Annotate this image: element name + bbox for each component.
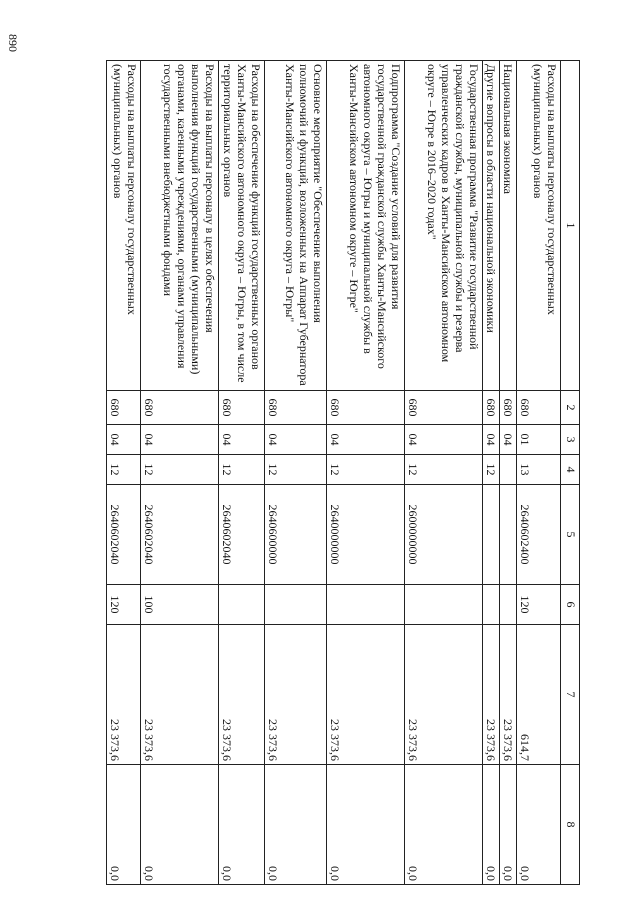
rotated-table-container [80,60,580,884]
row-code-3: 04 [500,425,517,455]
row-code-5: 2640602040 [107,485,141,585]
row-code-4: 12 [483,455,500,485]
row-name: Расходы на выплаты персоналу государственных (муниципальных) органов [517,61,561,391]
row-code-4 [500,455,517,485]
row-value-8: 0,0 [483,765,500,885]
table-row [141,61,219,885]
row-code-4: 12 [405,455,483,485]
row-value-7: 614,7 [517,625,561,765]
row-code-4: 13 [517,455,561,485]
row-value-8: 0,0 [219,765,265,885]
row-code-2: 680 [219,391,265,425]
row-code-4: 12 [219,455,265,485]
row-code-4: 12 [327,455,405,485]
row-code-6: 120 [107,585,141,625]
header-row [561,61,580,885]
row-code-6 [219,585,265,625]
table-row [517,61,561,885]
row-value-7: 23 373,6 [265,625,327,765]
budget-table [106,60,580,885]
table-row [265,61,327,885]
row-code-6 [483,585,500,625]
table-row [483,61,500,885]
header-cell: 7 [561,625,580,765]
row-code-2: 680 [405,391,483,425]
row-name: Национальная экономика [500,61,517,391]
row-code-5: 2640602040 [141,485,219,585]
row-name: Расходы на выплаты персоналу в целях обеспечения выполнения функций государственными (муниципальными) органами, казенными учреждениями, органами управления государственными внебюджетными фондами [141,61,219,391]
row-code-5: 2640000000 [327,485,405,585]
row-name: Основное мероприятие "Обеспечение выполнения полномочий и функций, возложенных на Аппарат Губернатора Ханты-Мансийского автономного округа – Югры" [265,61,327,391]
row-code-5: 2640602040 [219,485,265,585]
row-code-3: 01 [517,425,561,455]
row-name: Подпрограмма "Создание условий для развития государственной гражданской службы Ханты-Мансийского автономного округа – Югры и муниципальной службы в Ханты-Мансийском автономном округе – Югре" [327,61,405,391]
row-value-7: 23 373,6 [141,625,219,765]
row-value-8: 0,0 [327,765,405,885]
row-value-7: 23 373,6 [219,625,265,765]
header-cell: 4 [561,455,580,485]
row-code-5: 2640602400 [517,485,561,585]
row-code-2: 680 [107,391,141,425]
row-name: Государственная программа "Развитие государственной гражданской службы, муниципальной службы и резерва управленческих кадров в Ханты-Мансийском автономном округе – Югре в 2016–2020 годах" [405,61,483,391]
table-row [107,61,141,885]
row-code-6: 100 [141,585,219,625]
header-cell: 6 [561,585,580,625]
row-code-2: 680 [327,391,405,425]
row-code-5 [500,485,517,585]
header-cell: 8 [561,765,580,885]
row-value-8: 0,0 [265,765,327,885]
header-cell: 1 [561,61,580,391]
row-code-6 [405,585,483,625]
row-code-5 [483,485,500,585]
row-value-7: 23 373,6 [327,625,405,765]
table-row [500,61,517,885]
row-code-6 [265,585,327,625]
row-code-4: 12 [107,455,141,485]
row-code-6: 120 [517,585,561,625]
row-code-2: 680 [517,391,561,425]
row-value-8: 0,0 [405,765,483,885]
header-cell: 3 [561,425,580,455]
row-code-3: 04 [141,425,219,455]
row-code-5: 2600000000 [405,485,483,585]
row-value-7: 23 373,6 [500,625,517,765]
header-cell: 5 [561,485,580,585]
row-code-6 [500,585,517,625]
row-code-3: 04 [327,425,405,455]
row-code-4: 12 [265,455,327,485]
row-name: Расходы на обеспечение функций государственных органов Ханты-Мансийского автономного округа – Югры, в том числе территориальных органов [219,61,265,391]
row-code-3: 04 [107,425,141,455]
row-value-8: 0,0 [517,765,561,885]
row-value-8: 0,0 [107,765,141,885]
table-row [219,61,265,885]
row-code-2: 680 [483,391,500,425]
row-code-5: 2640600000 [265,485,327,585]
row-value-7: 23 373,6 [483,625,500,765]
row-value-7: 23 373,6 [107,625,141,765]
row-code-2: 680 [500,391,517,425]
table-row [327,61,405,885]
row-value-8: 0,0 [500,765,517,885]
row-value-8: 0,0 [141,765,219,885]
row-code-3: 04 [219,425,265,455]
table-row [405,61,483,885]
row-code-3: 04 [265,425,327,455]
row-name: Расходы на выплаты персоналу государственных (муниципальных) органов [107,61,141,391]
row-code-2: 680 [141,391,219,425]
row-name: Другие вопросы в области национальной экономики [483,61,500,391]
row-code-6 [327,585,405,625]
row-code-4: 12 [141,455,219,485]
header-cell: 2 [561,391,580,425]
row-code-3: 04 [483,425,500,455]
row-code-2: 680 [265,391,327,425]
page-number: 890 [6,34,20,52]
row-value-7: 23 373,6 [405,625,483,765]
row-code-3: 04 [405,425,483,455]
